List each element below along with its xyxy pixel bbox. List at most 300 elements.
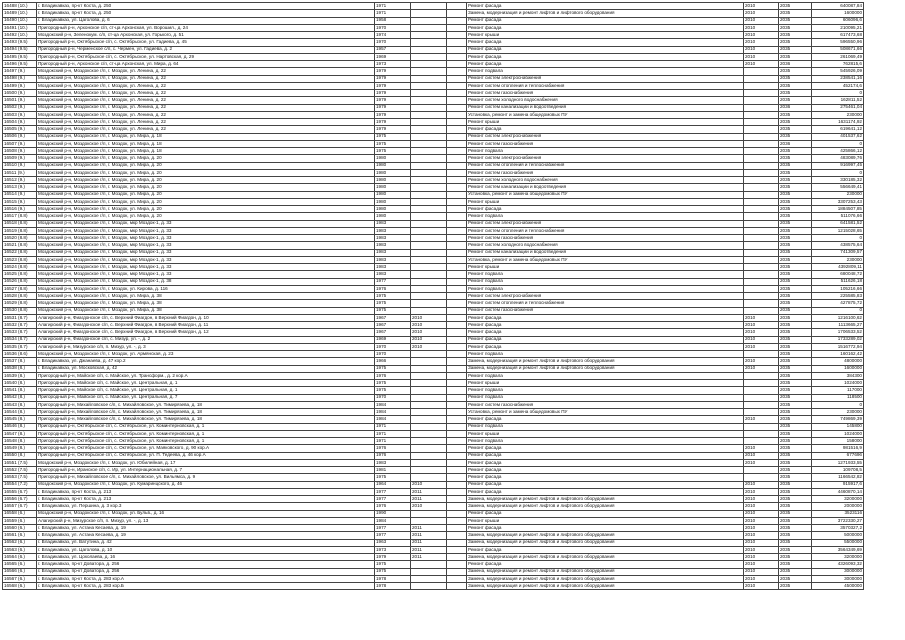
empty-cell xyxy=(447,575,467,582)
year-built-cell: 1975 xyxy=(375,300,411,307)
address-cell: г. Владикавказ, пр-кт Коста, д. 250 xyxy=(37,10,375,17)
cost-cell: 508671,66 xyxy=(812,46,864,53)
cost-cell: 640087,84 xyxy=(812,3,864,10)
period-end-cell: 2035 xyxy=(779,561,812,568)
address-cell: г. Владикавказ, ул. Московская, д. 42 xyxy=(37,365,375,372)
year-built-cell: 1979 xyxy=(375,97,411,104)
cost-cell: 0 xyxy=(812,307,864,314)
year-built-cell: 1983 xyxy=(375,235,411,242)
address-cell: Моздокский р-н, Моздокское г/п, г. Моздок, ул. Кирова, д. 116 xyxy=(37,285,375,292)
address-cell: г. Владикавказ, ул. Джанаева, д. 47 кор.2 xyxy=(37,358,375,365)
period-start-cell xyxy=(744,372,779,379)
address-cell: г. Владикавказ, пр-кт Коста, д. 283 кор.А xyxy=(37,575,375,582)
work-type-cell: Замена, модернизация и ремонт лифтов и лифтового оборудования xyxy=(467,539,744,546)
row-number-cell: 16565 (6.) xyxy=(3,561,37,568)
table-row xyxy=(3,583,864,590)
empty-cell xyxy=(447,539,467,546)
address-cell: Моздокский р-н, Моздокское г/п, г. Моздок, ул. Мира, д. 20 xyxy=(37,169,375,176)
period-end-cell: 2035 xyxy=(779,539,812,546)
row-number-cell: 16513 (9.) xyxy=(3,184,37,191)
period-start-cell xyxy=(744,227,779,234)
row-number-cell: 16557 (6.7) xyxy=(3,503,37,510)
address-cell: Моздокский р-н, Моздокское г/п, г. Моздок, ул. Ленина, д. 22 xyxy=(37,119,375,126)
empty-cell xyxy=(447,554,467,561)
empty-cell xyxy=(447,126,467,133)
table-row xyxy=(3,104,864,111)
empty-cell xyxy=(447,380,467,387)
last-repair-year-cell xyxy=(411,82,447,89)
work-type-cell: Ремонт фасада xyxy=(467,467,744,474)
last-repair-year-cell xyxy=(411,300,447,307)
work-type-cell: Замена, модернизация и ремонт лифтов и лифтового оборудования xyxy=(467,583,744,590)
period-end-cell: 2035 xyxy=(779,24,812,31)
table-row xyxy=(3,358,864,365)
work-type-cell: Ремонт подвала xyxy=(467,213,744,220)
cost-cell: 158000 xyxy=(812,438,864,445)
period-start-cell xyxy=(744,242,779,249)
cost-cell: 3200000 xyxy=(812,554,864,561)
table-row xyxy=(3,539,864,546)
period-end-cell: 2035 xyxy=(779,235,812,242)
row-number-cell: 16544 (8.) xyxy=(3,409,37,416)
cost-cell: 3564349,69 xyxy=(812,546,864,553)
table-row xyxy=(3,322,864,329)
cost-cell: 162811,52 xyxy=(812,97,864,104)
address-cell: Пригородный р-н, Октябрьское с/п, с. Октябрьское, ул. Коминтерновская, д. 1 xyxy=(37,423,375,430)
cost-cell: 4800000 xyxy=(812,358,864,365)
table-row xyxy=(3,452,864,459)
cost-cell: 1600000 xyxy=(812,10,864,17)
address-cell: Моздокский р-н, Моздокское г/п, г. Моздок, ул. Мира, д. 20 xyxy=(37,162,375,169)
year-built-cell: 1979 xyxy=(375,554,411,561)
table-row xyxy=(3,372,864,379)
address-cell: Моздокский р-н, Моздокское г/п, г. Моздок, мкр Моздок-1, д. 33 xyxy=(37,249,375,256)
year-built-cell: 1976 xyxy=(375,503,411,510)
last-repair-year-cell xyxy=(411,46,447,53)
empty-cell xyxy=(447,90,467,97)
cost-cell: 1166542,82 xyxy=(812,474,864,481)
work-type-cell: Ремонт систем отопления и теплоснабжения xyxy=(467,300,744,307)
cost-cell: 1113665,27 xyxy=(812,322,864,329)
capital-repair-program-table xyxy=(2,2,864,590)
cost-cell: 160162,42 xyxy=(812,351,864,358)
last-repair-year-cell xyxy=(411,61,447,68)
cost-cell: 384300 xyxy=(812,372,864,379)
work-type-cell: Ремонт фасада xyxy=(467,546,744,553)
row-number-cell: 16546 (8.) xyxy=(3,423,37,430)
cost-cell: 483089,76 xyxy=(812,155,864,162)
cost-cell: 0 xyxy=(812,140,864,147)
cost-cell: 118500 xyxy=(812,394,864,401)
year-built-cell: 1983 xyxy=(375,256,411,263)
period-end-cell: 2035 xyxy=(779,119,812,126)
period-start-cell xyxy=(744,75,779,82)
table-row xyxy=(3,416,864,423)
year-built-cell: 1977 xyxy=(375,278,411,285)
address-cell: Моздокский р-н, Моздокское г/п, г. Моздок, ул. Кумаринцского, д. 46 xyxy=(37,481,375,488)
address-cell: Пригородный р-н, Архонское с/п, ст-ца Архонская, ул. Ворошил., д. 24 xyxy=(37,24,375,31)
last-repair-year-cell xyxy=(411,459,447,466)
period-end-cell: 2035 xyxy=(779,264,812,271)
address-cell: Моздокский р-н, Моздокское г/п, г. Моздок, ул. Мира, д. 38 xyxy=(37,300,375,307)
period-end-cell: 2035 xyxy=(779,111,812,118)
table-row xyxy=(3,532,864,539)
last-repair-year-cell xyxy=(411,561,447,568)
row-number-cell: 16492 (10.) xyxy=(3,32,37,39)
row-number-cell: 16543 (8.) xyxy=(3,401,37,408)
table-row xyxy=(3,10,864,17)
cost-cell: 762815,6 xyxy=(812,61,864,68)
year-built-cell: 1967 xyxy=(375,329,411,336)
year-built-cell: 1975 xyxy=(375,365,411,372)
empty-cell xyxy=(447,452,467,459)
period-start-cell xyxy=(744,423,779,430)
cost-cell: 3722330,27 xyxy=(812,517,864,524)
empty-cell xyxy=(447,329,467,336)
period-start-cell xyxy=(744,198,779,205)
table-row xyxy=(3,242,864,249)
empty-cell xyxy=(447,17,467,24)
work-type-cell: Ремонт крыши xyxy=(467,198,744,205)
empty-cell xyxy=(447,365,467,372)
table-row xyxy=(3,546,864,553)
empty-cell xyxy=(447,445,467,452)
table-row xyxy=(3,554,864,561)
period-end-cell: 2035 xyxy=(779,532,812,539)
address-cell: Алагирский р-н, Фиагдонское с/п, с. Верхний Фиагдон, в Верхний Фиагдон, д. 11 xyxy=(37,322,375,329)
work-type-cell: Ремонт подвала xyxy=(467,387,744,394)
table-row xyxy=(3,293,864,300)
year-built-cell: 1975 xyxy=(375,380,411,387)
address-cell: Пригородный р-н, Октябрьское с/п, с. Октябрьское, ул. Коминтерновская, д. 1 xyxy=(37,438,375,445)
empty-cell xyxy=(447,401,467,408)
empty-cell xyxy=(447,53,467,60)
period-end-cell: 2035 xyxy=(779,249,812,256)
year-built-cell: 1973 xyxy=(375,61,411,68)
row-number-cell: 16567 (6.) xyxy=(3,575,37,582)
empty-cell xyxy=(447,307,467,314)
table-row xyxy=(3,24,864,31)
row-number-cell: 16531 (8.7) xyxy=(3,314,37,321)
row-number-cell: 16490 (10.) xyxy=(3,17,37,24)
row-number-cell: 16499 (9.) xyxy=(3,82,37,89)
last-repair-year-cell: 2011 xyxy=(411,539,447,546)
empty-cell xyxy=(447,568,467,575)
work-type-cell: Замена, модернизация и ремонт лифтов и лифтового оборудования xyxy=(467,554,744,561)
period-end-cell: 2035 xyxy=(779,583,812,590)
last-repair-year-cell xyxy=(411,10,447,17)
last-repair-year-cell: 2010 xyxy=(411,322,447,329)
address-cell: Моздокский р-н, Моздокское г/п, г. Моздок, мкр Моздок-1, д. 38 xyxy=(37,278,375,285)
row-number-cell: 16519 (8.8) xyxy=(3,227,37,234)
address-cell: Моздокский р-н, Моздокское г/п, г. Моздок, ул. Ленина, д. 22 xyxy=(37,82,375,89)
row-number-cell: 16518 (8.8) xyxy=(3,220,37,227)
row-number-cell: 16554 (7.2) xyxy=(3,481,37,488)
address-cell: г. Владикавказ, ул. Астана Кесаева, д. 19 xyxy=(37,525,375,532)
table-row xyxy=(3,525,864,532)
period-start-cell xyxy=(744,387,779,394)
period-end-cell: 2035 xyxy=(779,430,812,437)
period-start-cell xyxy=(744,68,779,75)
work-type-cell: Замена, модернизация и ремонт лифтов и лифтового оборудования xyxy=(467,365,744,372)
last-repair-year-cell xyxy=(411,90,447,97)
period-start-cell: 2010 xyxy=(744,568,779,575)
row-number-cell: 16509 (9.) xyxy=(3,155,37,162)
table-row xyxy=(3,438,864,445)
last-repair-year-cell xyxy=(411,220,447,227)
period-start-cell xyxy=(744,285,779,292)
period-start-cell: 2010 xyxy=(744,546,779,553)
table-row xyxy=(3,75,864,82)
last-repair-year-cell: 2010 xyxy=(411,343,447,350)
period-end-cell: 2035 xyxy=(779,75,812,82)
period-end-cell: 2035 xyxy=(779,568,812,575)
period-end-cell: 2035 xyxy=(779,293,812,300)
row-number-cell: 16525 (8.8) xyxy=(3,271,37,278)
cost-cell: 606096,6 xyxy=(812,17,864,24)
empty-cell xyxy=(447,133,467,140)
cost-cell: 4392809,11 xyxy=(812,264,864,271)
period-end-cell: 2035 xyxy=(779,68,812,75)
year-built-cell: 1983 xyxy=(375,459,411,466)
empty-cell xyxy=(447,198,467,205)
row-number-cell: 16507 (9.) xyxy=(3,140,37,147)
address-cell: Пригородный р-н, Октябрьское с/п, с. Октябрьское, ул. Коминтерновская, д. 1 xyxy=(37,430,375,437)
cost-cell: 0 xyxy=(812,401,864,408)
work-type-cell: Ремонт крыши xyxy=(467,119,744,126)
last-repair-year-cell xyxy=(411,416,447,423)
row-number-cell: 16558 (6.) xyxy=(3,510,37,517)
table-row xyxy=(3,155,864,162)
work-type-cell: Ремонт фасада xyxy=(467,17,744,24)
last-repair-year-cell xyxy=(411,467,447,474)
empty-cell xyxy=(447,155,467,162)
cost-cell: 1024000 xyxy=(812,430,864,437)
cost-cell: 4460870,14 xyxy=(812,488,864,495)
cost-cell: 3523116 xyxy=(812,510,864,517)
year-built-cell: 1980 xyxy=(375,191,411,198)
empty-cell xyxy=(447,206,467,213)
table-row xyxy=(3,140,864,147)
table-row xyxy=(3,575,864,582)
period-end-cell: 2035 xyxy=(779,372,812,379)
table-row xyxy=(3,445,864,452)
year-built-cell: 1971 xyxy=(375,3,411,10)
work-type-cell: Ремонт подвала xyxy=(467,423,744,430)
address-cell: г. Владикавказ, ул. Цаголова, д. 6 xyxy=(37,17,375,24)
row-number-cell: 16515 (9.) xyxy=(3,198,37,205)
last-repair-year-cell xyxy=(411,177,447,184)
row-number-cell: 16505 (9.) xyxy=(3,126,37,133)
period-end-cell: 2035 xyxy=(779,39,812,46)
year-built-cell: 1976 xyxy=(375,445,411,452)
last-repair-year-cell xyxy=(411,438,447,445)
table-row xyxy=(3,351,864,358)
cost-cell: 210095,21 xyxy=(812,24,864,31)
work-type-cell: Ремонт фасада xyxy=(467,24,744,31)
table-row xyxy=(3,568,864,575)
cost-cell: 109708,5 xyxy=(812,467,864,474)
last-repair-year-cell xyxy=(411,358,447,365)
work-type-cell: Ремонт фасада xyxy=(467,561,744,568)
address-cell: Моздокский р-н, Моздокское г/п, г. Моздок, мкр Моздок-1, д. 33 xyxy=(37,235,375,242)
year-built-cell: 1990 xyxy=(375,510,411,517)
work-type-cell: Ремонт фасада xyxy=(467,416,744,423)
table-row xyxy=(3,90,864,97)
table-row xyxy=(3,336,864,343)
year-built-cell: 1969 xyxy=(375,53,411,60)
work-type-cell: Ремонт систем электроснабжения xyxy=(467,220,744,227)
cost-cell: 617473,68 xyxy=(812,32,864,39)
row-number-cell: 16559 (6.) xyxy=(3,517,37,524)
year-built-cell: 1984 xyxy=(375,401,411,408)
empty-cell xyxy=(447,314,467,321)
address-cell: Пригородный р-н, Майское с/п, с. Майское, ул. Центральная, д. 1 xyxy=(37,380,375,387)
empty-cell xyxy=(447,184,467,191)
cost-cell: 105216,66 xyxy=(812,285,864,292)
row-number-cell: 16561 (6.) xyxy=(3,532,37,539)
period-end-cell: 2035 xyxy=(779,97,812,104)
period-end-cell: 2035 xyxy=(779,452,812,459)
table-row xyxy=(3,423,864,430)
period-end-cell: 2035 xyxy=(779,206,812,213)
period-end-cell: 2035 xyxy=(779,184,812,191)
last-repair-year-cell: 2011 xyxy=(411,532,447,539)
period-start-cell xyxy=(744,235,779,242)
period-start-cell: 2010 xyxy=(744,554,779,561)
year-built-cell: 1958 xyxy=(375,17,411,24)
row-number-cell: 16564 (6.) xyxy=(3,554,37,561)
period-start-cell xyxy=(744,401,779,408)
empty-cell xyxy=(447,322,467,329)
table-row xyxy=(3,401,864,408)
period-end-cell: 2035 xyxy=(779,474,812,481)
year-built-cell: 1969 xyxy=(375,336,411,343)
last-repair-year-cell xyxy=(411,140,447,147)
empty-cell xyxy=(447,481,467,488)
last-repair-year-cell xyxy=(411,278,447,285)
address-cell: Алагирский р-н, Фиагдонское с/п, с. Верхний Фиагдон, в Верхний Фиагдон, д. 12 xyxy=(37,329,375,336)
period-start-cell: 2010 xyxy=(744,517,779,524)
last-repair-year-cell xyxy=(411,148,447,155)
row-number-cell: 16540 (8.) xyxy=(3,380,37,387)
empty-cell xyxy=(447,474,467,481)
last-repair-year-cell xyxy=(411,39,447,46)
year-built-cell: 1970 xyxy=(375,394,411,401)
period-start-cell: 2010 xyxy=(744,365,779,372)
year-built-cell: 1963 xyxy=(375,539,411,546)
period-start-cell: 2010 xyxy=(744,539,779,546)
empty-cell xyxy=(447,546,467,553)
work-type-cell: Ремонт подвала xyxy=(467,351,744,358)
table-row xyxy=(3,430,864,437)
row-number-cell: 16560 (6.) xyxy=(3,525,37,532)
table-row xyxy=(3,387,864,394)
last-repair-year-cell xyxy=(411,169,447,176)
address-cell: Пригородный р-н, Октябрьское с/п, с. Октябрьское, ул. П. Тедеева, д. 46 кор.А xyxy=(37,452,375,459)
period-end-cell: 2035 xyxy=(779,387,812,394)
work-type-cell: Ремонт подвала xyxy=(467,394,744,401)
period-start-cell: 2010 xyxy=(744,343,779,350)
period-end-cell: 2035 xyxy=(779,423,812,430)
empty-cell xyxy=(447,97,467,104)
last-repair-year-cell xyxy=(411,53,447,60)
work-type-cell: Замена, модернизация и ремонт лифтов и лифтового оборудования xyxy=(467,575,744,582)
last-repair-year-cell xyxy=(411,75,447,82)
year-built-cell: 1979 xyxy=(375,126,411,133)
table-row xyxy=(3,177,864,184)
address-cell: Моздокский р-н, Моздокское г/п, г. Моздок, мкр Моздок-1, д. 33 xyxy=(37,227,375,234)
period-end-cell: 2035 xyxy=(779,329,812,336)
row-number-cell: 16523 (8.8) xyxy=(3,256,37,263)
period-start-cell: 2010 xyxy=(744,488,779,495)
period-end-cell: 2035 xyxy=(779,46,812,53)
last-repair-year-cell xyxy=(411,394,447,401)
period-end-cell: 2035 xyxy=(779,467,812,474)
cost-cell: 981516,9 xyxy=(812,445,864,452)
period-end-cell: 2035 xyxy=(779,3,812,10)
last-repair-year-cell xyxy=(411,380,447,387)
year-built-cell: 1980 xyxy=(375,198,411,205)
empty-cell xyxy=(447,467,467,474)
address-cell: Алагирский р-н, Мизурское с/п, п. Мизур, ул. -, д. 3 xyxy=(37,343,375,350)
empty-cell xyxy=(447,525,467,532)
empty-cell xyxy=(447,343,467,350)
last-repair-year-cell xyxy=(411,409,447,416)
year-built-cell: 1979 xyxy=(375,75,411,82)
work-type-cell: Ремонт систем газоснабжения xyxy=(467,307,744,314)
period-end-cell: 2035 xyxy=(779,336,812,343)
cost-cell: 3307253,43 xyxy=(812,198,864,205)
empty-cell xyxy=(447,271,467,278)
row-number-cell: 16521 (8.8) xyxy=(3,242,37,249)
work-type-cell: Ремонт систем канализации и водоотведения xyxy=(467,249,744,256)
work-type-cell: Ремонт фасада xyxy=(467,474,744,481)
address-cell: Моздокский р-н, Моздокское г/п, г. Моздок, ул. Мира, д. 20 xyxy=(37,213,375,220)
table-row xyxy=(3,365,864,372)
work-type-cell: Ремонт подвала xyxy=(467,285,744,292)
cost-cell: 117000 xyxy=(812,387,864,394)
period-end-cell: 2035 xyxy=(779,365,812,372)
period-end-cell: 2036 xyxy=(779,104,812,111)
table-row xyxy=(3,227,864,234)
cost-cell: 230000 xyxy=(812,111,864,118)
work-type-cell: Ремонт подвала xyxy=(467,438,744,445)
table-row xyxy=(3,39,864,46)
last-repair-year-cell: 2010 xyxy=(411,336,447,343)
cost-cell: 1024000 xyxy=(812,380,864,387)
year-built-cell: 1971 xyxy=(375,10,411,17)
year-built-cell: 1980 xyxy=(375,184,411,191)
table-row xyxy=(3,380,864,387)
period-end-cell: 2035 xyxy=(779,220,812,227)
year-built-cell: 1970 xyxy=(375,24,411,31)
row-number-cell: 16552 (7.5) xyxy=(3,467,37,474)
cost-cell: 680048,72 xyxy=(812,271,864,278)
period-end-cell: 2035 xyxy=(779,481,812,488)
last-repair-year-cell: 2011 xyxy=(411,496,447,503)
period-start-cell xyxy=(744,148,779,155)
row-number-cell: 16550 (8.) xyxy=(3,452,37,459)
period-start-cell: 2010 xyxy=(744,532,779,539)
cost-cell: 1706533,52 xyxy=(812,329,864,336)
cost-cell: 677696 xyxy=(812,452,864,459)
work-type-cell: Ремонт фасада xyxy=(467,336,744,343)
empty-cell xyxy=(447,561,467,568)
table-row xyxy=(3,481,864,488)
table-row xyxy=(3,82,864,89)
last-repair-year-cell xyxy=(411,365,447,372)
